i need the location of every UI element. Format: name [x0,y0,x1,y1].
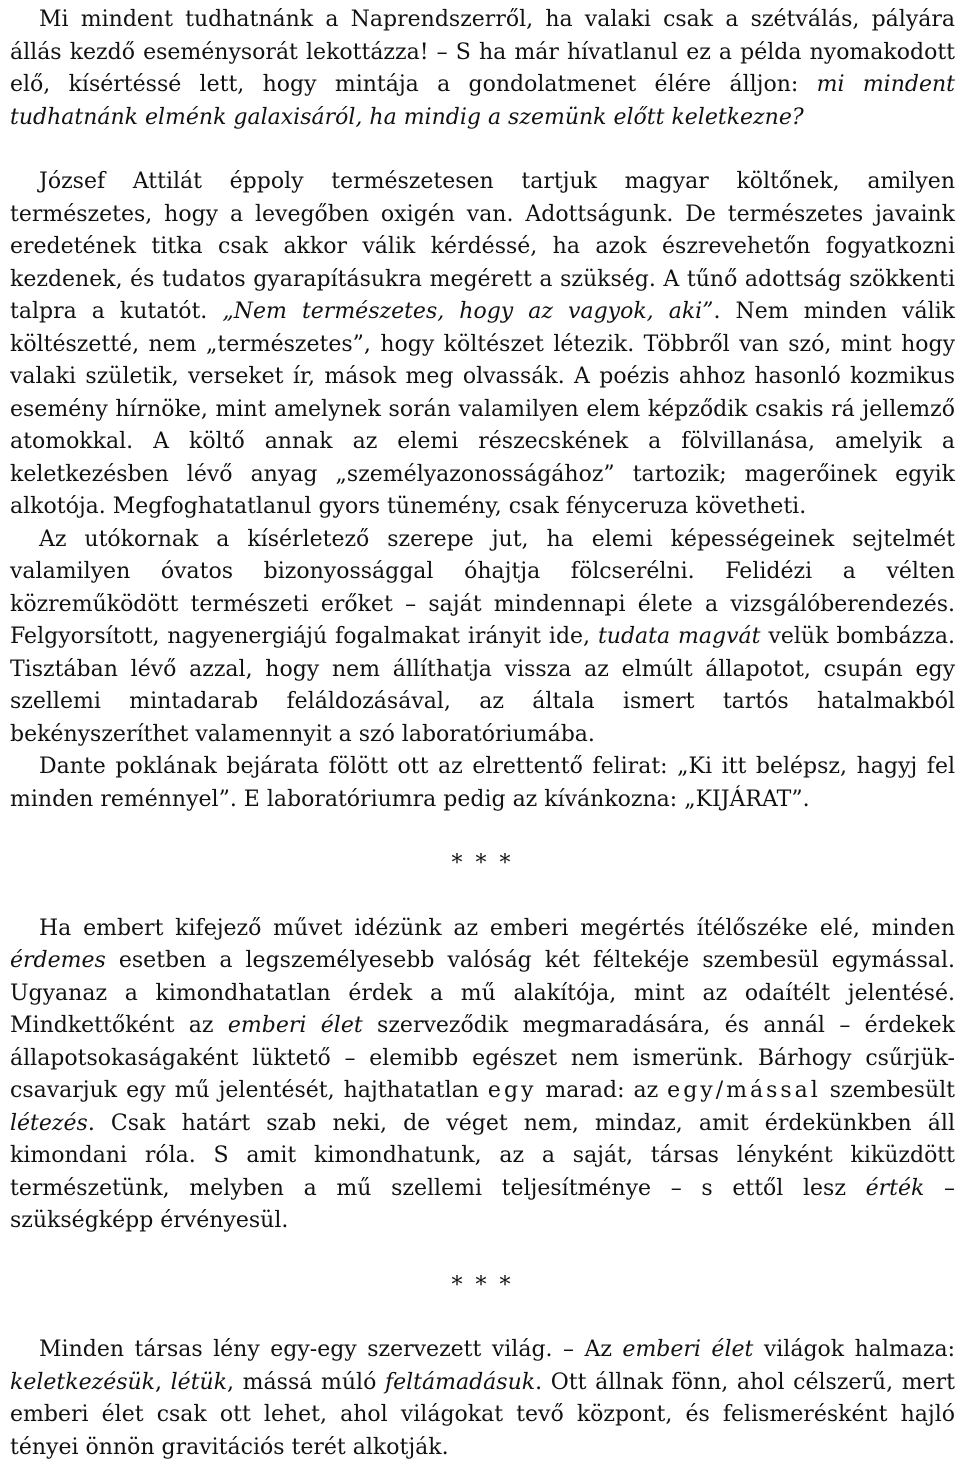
document-page [10,4,955,1464]
section-divider: * * * [451,851,514,876]
text-run: . Nem minden válik költészetté, nem „természetes”, hogy költészet létezik. Többről van szó, mint hogy valaki születik, verseket ír, mások meg olvassák. A poézis ahhoz hasonló kozmikus esemény hírnöke, mint amelynek során valamilyen elem képződik csakis rá jellemző atomokkal. A költő annak az elemi részecskének a fölvillanása, amelyik a keletkezésben lévő anyag „személyazonosságához” tartozik; magerőinek egyik alkotója. Megfoghatatlanul gyors tünemény, csak fényceruza követheti. [10,299,955,519]
paragraph-1 [10,4,955,134]
italic-run: létezés [10,1110,88,1136]
section-divider: * * * [451,1272,514,1298]
italic-run: tudata magvát [597,624,761,649]
italic-run: érdemes [10,948,106,973]
italic-run: érték [865,1175,925,1201]
paragraph-3 [10,524,955,752]
paragraph-6 [10,1334,955,1464]
text-run: . Ott állnak fönn, ahol célszerű, mert emberi élet csak ott lehet, ahol világokat tevő központ, és felismerésként hajló tényei önnön gravitációs terét alkotják. [10,1369,955,1460]
text-run: velük bombázza. Tisztában lévő azzal, hogy nem állíthatja vissza az elmúlt állapotot, csupán egy szellemi mintadarab feláldozásával, az általa ismert tartós hatalmakból bekényszeríthet valamennyit a szó laboratóriumába. [10,624,955,747]
text-run: . Csak határt szab neki, de véget nem, mindaz, amit érdekünkben áll kimondani róla. S amit kimondhatunk, az a saját, társas lényként kiküzdött természetünk, melyben a mű szellemi teljesítménye – s ettől lesz [10,1110,955,1201]
spaced-run: egy [487,1078,537,1103]
text-run: Minden társas lény egy-egy szervezett világ. – Az [39,1337,623,1362]
text-run: , mássá múló [227,1369,385,1395]
italic-run: emberi élet [227,1013,363,1038]
text-run: Mi mindent tudhatnánk a Naprendszerről, ha valaki csak a szétválás, pályára állás kezdő eseménysorát lekottázza! – S ha már hívatlanul ez a példa nyomakodott elő, kísértéssé lett, hogy mintája a gondolatmenet élére álljon: [10,7,955,97]
paragraph-gap [10,134,955,166]
italic-run: mi mindent tudhatnánk elménk galaxisáról, ha mindig a szemünk előtt keletkezne? [10,72,955,130]
text-run: Ha embert kifejező művet idézünk az emberi megértés ítélőszéke elé, minden [39,915,955,941]
text-run: , [155,1369,171,1395]
paragraph-4 [10,751,955,816]
paragraph-5 [10,913,955,1238]
paragraph-gap [10,816,955,848]
text-run: szembesült [820,1078,955,1103]
text-run: Dante poklának bejárata fölött ott az elrettentő felirat: „Ki itt belépsz, hagyj fel minden reménnyel”. E laboratóriumra pedig az kívánkozna: „KIJÁRAT”. [10,754,955,812]
text-run: József Attilát éppoly természetesen tartjuk magyar költőnek, amilyen természetes, hogy a levegőben oxigén van. Adottságunk. De természetes javaink eredetének titka csak akkor válik kérdéssé, ha azok észrevehetőn fogyatkozni kezdenek, és tudatos gyarapításukra megérett a szükség. A tűnő adottság szökkenti talpra a kutatót. [10,169,955,324]
italic-quote: „Nem természetes, hogy az vagyok, aki” [222,299,714,324]
text-run: marad: az [536,1078,668,1103]
italic-run: keletkezésük [10,1369,155,1395]
paragraph-gap [10,1302,955,1334]
paragraph-gap [10,881,955,913]
paragraph-2 [10,166,955,524]
text-run: Az utókornak a kísérletező szerepe jut, ha elemi képességeinek sejtelmét valamilyen óvatos bizonyossággal óhajtja fölcserélni. Felidézi a vélten közreműködött természeti erőket – saját mindennapi élete a vizsgálóberendezés. Felgyorsított, nagyenergiájú fogalmakat irányit ide, [10,526,955,649]
italic-run: feltámadásuk [384,1369,536,1395]
text-run: szerveződik megmaradására, és annál – érdekek állapotsokaságaként lüktető – elemibb egészet nem ismerünk. Bárhogy csűrjük-csavarjuk egy mű jelentését, hajthatatlan [10,1013,955,1103]
paragraph-gap [10,1238,955,1270]
text-run: – szükségképp érvényesül. [10,1175,955,1233]
text-run: világok halmaza: [753,1337,955,1362]
italic-run: emberi élet [622,1337,754,1362]
text-run: esetben a legszemélyesebb valóság két féltekéje szembesül egymással. Ugyanaz a kimondhatatlan érdek a mű alakítója, mint az odaítélt jelentésé. Mindkettőként az [10,948,955,1038]
spaced-run: egy/mással [667,1078,821,1103]
italic-run: létük [170,1369,228,1395]
